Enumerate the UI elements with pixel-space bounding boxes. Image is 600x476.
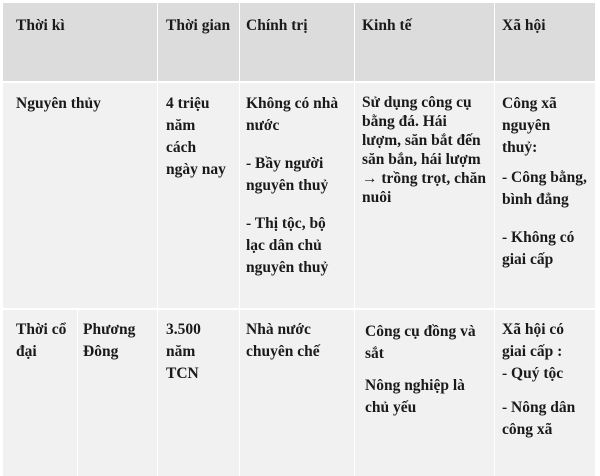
- society-line: - Công bằng, bình đẳng: [502, 169, 587, 208]
- society-line: - Nông dân công xã: [502, 399, 576, 438]
- politics-line: Không có nhà nước: [246, 95, 339, 134]
- header-economy: Kinh tế: [362, 17, 412, 34]
- society-line: Xã hội có giai cấp :: [502, 321, 564, 360]
- divider: [157, 3, 158, 476]
- row2-economy: [365, 321, 485, 419]
- politics-line: - Bầy người nguyên thuỷ: [246, 155, 329, 194]
- row2-period: Thời cổ đại: [16, 321, 67, 360]
- society-line: Công xã nguyên thuỷ:: [502, 95, 557, 156]
- history-table: [3, 3, 595, 476]
- economy-line: Công cụ đồng và sắt: [365, 323, 476, 362]
- society-line: - Quý tộc: [502, 365, 564, 382]
- divider: [354, 3, 355, 476]
- header-period: Thời kì: [16, 17, 65, 34]
- row1-time: 4 triệu năm cách ngày nay: [166, 95, 226, 178]
- society-line: - Không có giai cấp: [502, 229, 575, 268]
- politics-line: - Thị tộc, bộ lạc dân chủ nguyên thuỷ: [246, 215, 329, 276]
- row2-politics: [246, 319, 348, 363]
- divider: [494, 3, 495, 476]
- row2-society: [502, 319, 588, 441]
- divider: [3, 81, 595, 83]
- politics-line: Nhà nước chuyên chế: [246, 321, 320, 360]
- row1-economy: [362, 93, 488, 207]
- row1-politics: [246, 93, 348, 279]
- row2-subperiod: Phương Đông: [83, 321, 136, 360]
- economy-line: Nông nghiệp là chủ yếu: [365, 377, 465, 416]
- row2-time: 3.500 năm TCN: [166, 321, 201, 382]
- divider: [239, 3, 240, 476]
- header-society: Xã hội: [502, 17, 546, 34]
- row1-period: Nguyên thủy: [16, 95, 101, 112]
- divider: [77, 310, 78, 476]
- divider: [3, 308, 595, 310]
- header-time: Thời gian: [166, 17, 231, 34]
- header-politics: Chính trị: [246, 17, 308, 34]
- row1-society: [502, 93, 588, 271]
- economy-line: Sử dụng công cụ bằng đá. Hái lượm, săn bắt đến săn bắn, hái lượm → trồng trọt, chăn nuôi: [362, 94, 486, 206]
